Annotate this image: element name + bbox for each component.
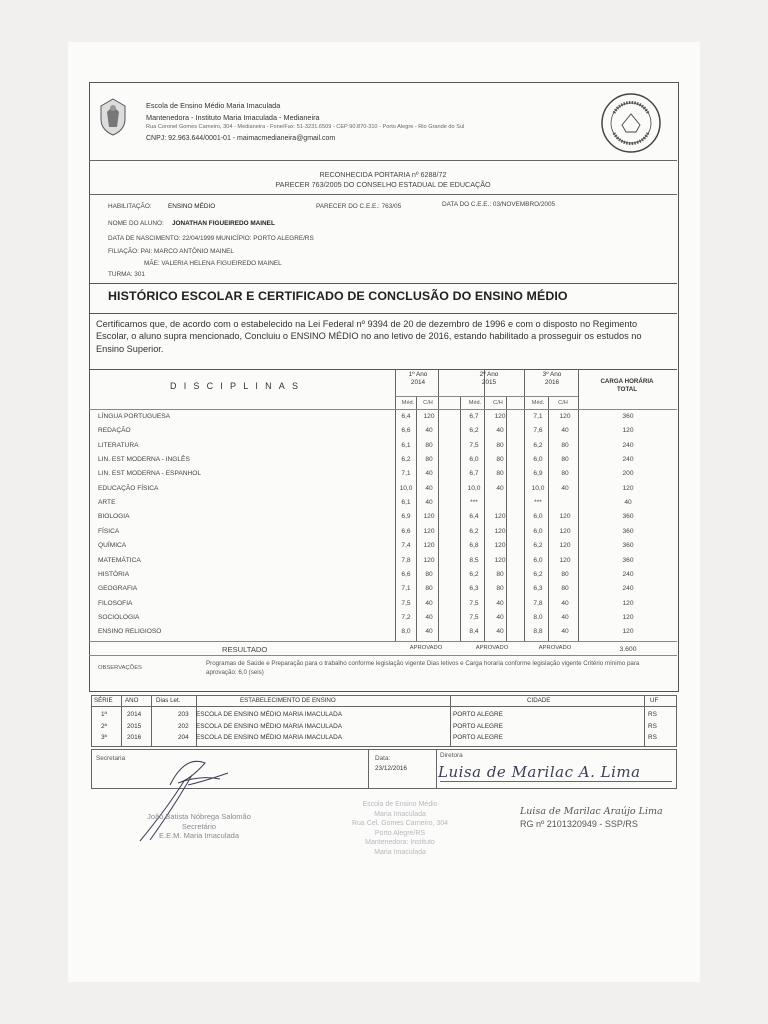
hours-cell: 120 [423,413,435,420]
student-name-label: NOME DO ALUNO: [108,220,164,227]
grade-cell: 10,0 [467,484,481,492]
recognition-divider [89,194,677,195]
hours-cell: 120 [494,527,506,535]
est-cell-cidade: PORTO ALEGRE [453,722,503,730]
total-hours-cell: 120 [622,628,634,636]
carga-total-label: TOTAL [616,386,638,393]
est-cell-serie: 1ª [101,711,107,718]
grade-cell: 7,8 [401,556,411,564]
grade-cell: 7,5 [401,599,411,607]
document-title: HISTÓRICO ESCOLAR E CERTIFICADO DE CONCLUSÃO DO ENSINO MÉDIO [108,289,568,303]
grade-cell: 6,8 [469,542,479,550]
data-cee: DATA DO C.E.E.: 03/NOVEMBRO/2005 [442,201,556,208]
total-hours-cell: 120 [622,613,634,621]
hours-cell: 80 [561,456,569,464]
hours-cell: 80 [496,441,504,449]
est-cell-cidade: PORTO ALEGRE [453,734,503,741]
hours-cell: 120 [423,556,435,564]
grade-cell: 6,7 [469,470,479,478]
est-cell-dias: 204 [178,734,189,741]
est-header-dias: Dias Let. [156,697,181,704]
hours-cell: 80 [561,441,569,449]
grade-cell: 6,6 [401,527,411,535]
grade-cell: 6,4 [469,513,479,521]
grade-cell: 6,2 [401,456,411,464]
est-cell-serie: 3ª [101,734,107,741]
est-cell-serie: 2ª [101,722,107,730]
total-hours-cell: 120 [622,484,634,492]
hours-cell: 120 [423,527,435,535]
total-hours-cell: 240 [622,585,634,593]
grade-cell: 6,0 [533,456,543,464]
hours-cell: 40 [561,599,569,607]
result-label: RESULTADO [222,645,268,654]
grades-table [89,369,677,647]
total-hours-cell: 120 [622,427,634,435]
result-year-3: APROVADO [538,645,572,651]
subject-name: LITERATURA [98,441,139,449]
header-divider [89,160,677,161]
grade-cell: 6,2 [533,570,543,578]
grade-cell: 7,6 [533,427,543,435]
grade-cell: *** [470,499,478,507]
year-1-value: 2014 [410,379,426,386]
est-header-cidade: CIDADE [527,697,551,704]
school-logo [98,97,128,137]
hours-cell: 40 [561,484,569,492]
est-cell-estab: ESCOLA DE ENSINO MÉDIO MARIA IMACULADA [196,734,342,741]
est-cell-ano: 2016 [127,734,142,741]
school-maintainer: Mantenedora - Instituto Maria Imaculada - Medianeira [146,113,320,122]
grade-cell: 6,3 [533,585,543,593]
subject-name: HISTÓRIA [98,570,130,578]
hours-cell: 120 [494,513,506,521]
director-signature-line [440,781,672,782]
grade-cell: 6,2 [533,441,543,449]
year-2-value: 2015 [481,379,497,386]
center-stamp-line-4: Porto Alegre/RS [374,829,426,837]
secretary-stamp-name: João Batista Nóbrega Salomão [147,812,251,821]
hours-cell: 80 [496,456,504,464]
grade-cell: 7,1 [401,470,411,478]
grade-cell: 6,3 [469,585,479,593]
est-header-estabelecimento: ESTABELECIMENTO DE ENSINO [240,697,336,704]
sign-divider-1 [368,749,369,788]
father-name: FILIAÇÃO: PAI: MARCO ANTÔNIO MAINEL [108,248,234,255]
secretary-stamp [134,812,264,841]
grade-cell: 6,0 [533,527,543,535]
hours-cell: 80 [425,570,433,578]
est-vline [151,695,152,746]
subject-name: LÍNGUA PORTUGUESA [98,413,171,420]
grade-cell: 6,4 [401,413,411,420]
hours-cell: 80 [425,441,433,449]
habilitacao-label: HABILITAÇÃO: [108,203,152,210]
hours-cell: 80 [496,585,504,593]
director-signature: Luisa de Marilac A. Lima [438,763,641,781]
grade-cell: 6,6 [401,570,411,578]
parecer-cee: PARECER DO C.E.E.: 763/05 [316,203,402,210]
carga-horaria-label: CARGA HORÁRIA [600,378,654,385]
subject-name: MATEMÁTICA [98,556,141,564]
mother-name: MÃE: VALERIA HELENA FIGUEIREDO MAINEL [144,260,282,267]
school-address: Rua Coronel Gomes Carneiro, 304 - Medianeira - Fone/Fax: 51-3231.6509 - CEP 90.870-310 - Porto Alegre - Rio Grande do Sul [146,124,465,130]
hours-cell: 40 [425,484,433,492]
grades-hline [89,641,677,642]
hours-cell: 120 [423,513,435,521]
hours-cell: 120 [494,413,506,420]
school-seal-stamp [600,92,662,154]
result-year-1: APROVADO [409,645,443,651]
grade-cell: 10,0 [531,484,545,492]
grades-vline [416,396,417,641]
result-total: 3.600 [619,646,637,653]
secretaria-label: Secretaria [96,755,126,762]
total-hours-cell: 360 [622,413,634,420]
est-cell-ano: 2014 [127,711,142,718]
subject-name: LIN. EST MODERNA - ESPANHOL [98,470,202,478]
hours-cell: 40 [425,613,433,621]
grade-cell: *** [534,499,542,507]
grade-cell: 6,2 [469,427,479,435]
hours-cell: 40 [425,499,433,507]
subject-name: REDAÇÃO [98,427,131,435]
hours-cell: 80 [425,456,433,464]
est-cell-uf: RS [648,734,657,741]
hours-cell: 40 [561,613,569,621]
est-cell-estab: ESCOLA DE ENSINO MÉDIO MARIA IMACULADA [196,711,342,718]
total-hours-cell: 360 [622,542,634,550]
hours-cell: 40 [561,427,569,435]
hours-cell: 40 [496,613,504,621]
hours-cell: 40 [425,599,433,607]
date-value: 23/12/2016 [375,765,407,772]
hours-cell: 40 [425,470,433,478]
subject-name: ARTE [98,499,116,507]
subject-name: ENSINO RELIGIOSO [98,628,162,636]
grade-cell: 6,2 [469,527,479,535]
center-stamp-line-1: Escola de Ensino Médio [362,801,438,808]
grades-hline [89,409,677,410]
hours-cell: 80 [561,570,569,578]
year-2-header [463,371,515,387]
hours-cell: 80 [425,585,433,593]
subject-name: BIOLOGIA [98,513,130,521]
grade-cell: 6,9 [533,470,543,478]
est-header-ano: ANO [125,697,139,704]
director-rg-stamp: RG nº 2101320949 - SSP/RS [520,819,638,829]
school-name: Escola de Ensino Médio Maria Imaculada [146,101,281,110]
hours-cell: 40 [561,628,569,636]
total-hours-cell: 200 [622,470,634,478]
est-vline [121,695,122,746]
hours-cell: 80 [496,470,504,478]
hours-cell: 40 [496,484,504,492]
total-hours-cell: 240 [622,441,634,449]
carga-horaria-header [592,378,662,394]
est-cell-uf: RS [648,711,657,718]
school-cnpj-email: CNPJ: 92.963.644/0001-01 - maimacmedianeira@gmail.com [146,135,336,142]
hours-cell: 120 [559,513,571,521]
year-3-value: 2016 [544,379,560,386]
grade-cell: 8,0 [533,613,543,621]
est-cell-dias: 202 [178,722,189,730]
hours-cell: 40 [496,427,504,435]
grades-hline [395,396,578,397]
grade-cell: 7,5 [469,441,479,449]
grade-cell: 6,1 [401,499,411,507]
grade-cell: 7,5 [469,599,479,607]
hours-cell: 120 [559,556,571,564]
total-hours-cell: 240 [622,570,634,578]
est-header-serie: SÉRIE [94,697,113,704]
total-hours-cell: 120 [622,599,634,607]
est-header-uf: UF [650,697,659,704]
birth-and-city: DATA DE NASCIMENTO: 22/04/1999 MUNICÍPIO: PORTO ALEGRE/RS [108,235,314,242]
total-hours-cell: 360 [622,513,634,521]
est-cell-ano: 2015 [127,722,142,730]
year-1-label: 1º Ano [408,371,428,378]
grade-cell: 6,0 [533,556,543,564]
center-stamp-line-6: Maria Imaculada [374,848,426,856]
secretary-stamp-title: Secretário [181,821,217,831]
hours-cell: 40 [425,628,433,636]
year-2-label: 2º Ano [479,371,499,378]
grade-cell: 8,8 [533,628,543,636]
total-hours-cell: 40 [624,499,632,507]
sub-header-carga: C/H [558,400,568,406]
grade-cell: 6,2 [533,542,543,550]
subject-name: LIN. EST MODERNA - INGLÊS [98,456,190,464]
class-turma: TURMA: 301 [108,271,145,278]
subject-name: FILOSOFIA [98,599,133,607]
hours-cell: 120 [423,542,435,550]
est-cell-estab: ESCOLA DE ENSINO MÉDIO MARIA IMACULADA [196,722,342,730]
hours-cell: 40 [496,628,504,636]
grade-cell: 7,1 [401,585,411,593]
center-stamp-line-2: Maria Imaculada [374,810,426,818]
year-1-header [392,371,444,387]
certificate-text: Certificamos que, de acordo com o estabelecido na Lei Federal nº 9394 de 20 de dezembro de 1996 e com o disposto no Regimento Escolar, o aluno supra mencionado, Concluiu o ENSINO MÉDIO no ano letivo de 2016, estando habilitado a prosseguir os estudos no Ensino Superior. [96,319,642,354]
grade-cell: 10,0 [399,484,413,492]
hours-cell: 120 [494,556,506,564]
grade-cell: 8,5 [469,556,479,564]
sub-header-media: Méd. [401,400,415,406]
recognition-line-1: RECONHECIDA PORTARIA nº 6288/72 [319,170,447,179]
est-cell-uf: RS [648,722,657,730]
director-name-stamp: Luisa de Marilac Araújo Lima [520,806,663,817]
sub-header-carga: C/H [493,400,503,406]
secretary-stamp-school: E.E.M. Maria Imaculada [158,831,240,840]
sub-header-carga: C/H [423,400,433,406]
grade-cell: 6,7 [469,413,479,420]
est-vline [644,695,645,746]
hours-cell: 40 [496,599,504,607]
subject-name: GEOGRAFIA [98,585,138,593]
grade-cell: 6,1 [401,441,411,449]
subject-name: SOCIOLOGIA [98,613,140,621]
total-hours-cell: 240 [622,456,634,464]
result-year-2: APROVADO [475,645,509,651]
student-name: JONATHAN FIGUEIREDO MAINEL [172,220,275,227]
grade-cell: 6,6 [401,427,411,435]
est-vline [450,695,451,746]
observations-text: Programas de Saúde e Preparação para o trabalho conforme legislação vigente Dias letivos e Carga horaria conforme legislação vigente Critério mínimo para aprovação: 6,0 (seis) [206,660,640,676]
subject-name: EDUCAÇÃO FÍSICA [98,484,159,492]
hours-cell: 80 [561,585,569,593]
grades-hline [89,655,677,656]
hours-cell: 120 [559,527,571,535]
est-hline [91,706,676,707]
observations-label: OBSERVAÇÕES [98,665,142,671]
hours-cell: 120 [494,542,506,550]
grade-cell: 6,0 [533,513,543,521]
grades-vline [460,396,461,641]
grade-cell: 8,4 [469,628,479,636]
sub-header-media: Méd. [531,400,545,406]
hours-cell: 80 [561,470,569,478]
diretora-label: Diretora [440,752,463,759]
hours-cell: 120 [559,542,571,550]
total-hours-cell: 360 [622,556,634,564]
hours-cell: 40 [425,427,433,435]
est-cell-dias: 203 [178,711,189,718]
grade-cell: 7,1 [533,413,543,420]
center-stamp-line-3: Rua Cel. Gomes Carneiro, 304 [351,820,449,827]
sign-divider-2 [436,749,437,788]
school-center-stamp [340,800,460,857]
subject-name: FÍSICA [98,527,120,535]
grade-cell: 6,2 [469,570,479,578]
hours-cell: 120 [559,413,571,420]
grade-cell: 8,0 [401,628,411,636]
subject-name: QUÍMICA [98,542,127,550]
est-cell-cidade: PORTO ALEGRE [453,711,503,718]
grade-cell: 6,0 [469,456,479,464]
total-hours-cell: 360 [622,527,634,535]
recognition-line-2: PARECER 763/2005 DO CONSELHO ESTADUAL DE EDUCAÇÃO [275,180,491,189]
year-3-label: 3º Ano [542,371,562,378]
grade-cell: 7,5 [469,613,479,621]
sub-header-media: Méd. [468,400,482,406]
date-label: Data: [375,755,391,762]
grade-cell: 6,9 [401,513,411,521]
habilitacao-value: ENSINO MÉDIO [168,203,216,210]
center-stamp-line-5: Mantenedora: Instituto [365,839,435,846]
year-3-header [527,371,577,387]
hours-cell: 80 [496,570,504,578]
grade-cell: 7,8 [533,599,543,607]
grade-cell: 7,4 [401,542,411,550]
disciplinas-header: DISCIPLINAS [170,381,306,391]
grade-cell: 7,2 [401,613,411,621]
